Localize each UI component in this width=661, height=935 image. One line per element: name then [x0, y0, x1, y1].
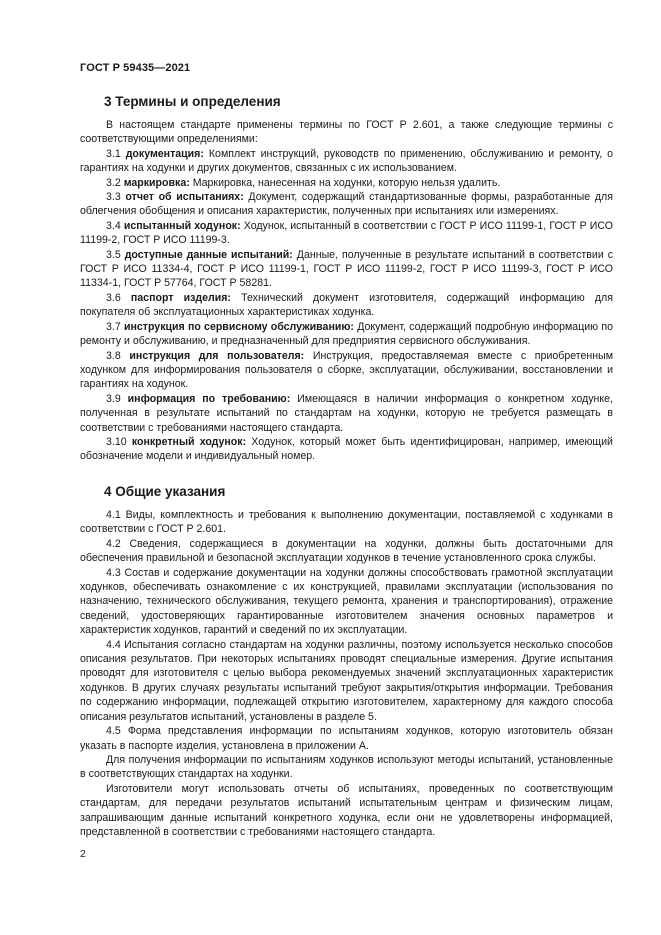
page-number: 2: [80, 848, 86, 860]
term-definition: [80, 147, 613, 176]
term-name: конкретный ходунок:: [131, 435, 247, 448]
term-number: 3.8: [106, 349, 121, 362]
term-number: 3.6: [106, 291, 121, 304]
paragraph: Изготовители могут использовать отчеты об испытаниях, проведенных по соответствующим стандартам, для передачи результатов испытаний испытательным центрам и физическим лицам, запрашивающим данные испытаний конкретного ходунка, если они не удовлетворены информацией, представленной в соответствии с требованиями настоящего стандарта.: [80, 782, 613, 838]
term-definition: [80, 320, 613, 349]
term-definition: [80, 291, 613, 320]
term-name: маркировка:: [123, 176, 190, 189]
section-terms: [80, 94, 613, 464]
term-number: 3.9: [106, 392, 121, 405]
term-name: испытанный ходунок:: [123, 219, 241, 232]
term-number: 3.1: [106, 147, 121, 160]
term-text: Документ, содержащий стандартизованные формы, разработанные для облегчения обобщения и описания характеристик, полученных при испытаниях или измерениях.: [80, 191, 613, 218]
term-name: документация:: [125, 147, 204, 160]
term-text: Маркировка, нанесенная на ходунки, которую нельзя удалить.: [192, 176, 501, 189]
term-text: Данные, полученные в результате испытаний в соответствии с ГОСТ Р ИСО 11334-4, ГОСТ Р ИСО 11199-1, ГОСТ Р ИСО 11199-2, ГОСТ Р ИСО 11199-3, ГОСТ Р ИСО 11334-1, ГОСТ Р 57764, ГОСТ Р 58281.: [80, 248, 613, 290]
term-text: Комплект инструкций, руководств по применению, обслуживанию и ремонту, о гарантиях на ходунки и других документов, связанных с их использованием.: [80, 147, 613, 175]
term-number: 3.10: [106, 435, 127, 448]
section-general: [80, 484, 613, 839]
section-title: 3 Термины и определения: [104, 94, 281, 109]
term-definition: [80, 349, 613, 392]
section-title: 4 Общие указания: [104, 484, 226, 499]
paragraph: 4.2 Сведения, содержащиеся в документации на ходунки, должны быть достаточными для обеспечения правильной и безопасной эксплуатации ходунков в течение установленного срока службы.: [80, 537, 613, 565]
term-name: информация по требованию:: [127, 392, 291, 405]
terms-list: [80, 147, 613, 464]
term-text: Документ, содержащий подробную информацию по ремонту и обслуживанию, и предназначенный для предприятия сервисного обслуживания.: [80, 320, 613, 348]
term-number: 3.5: [106, 248, 121, 261]
term-name: доступные данные испытаний:: [124, 248, 293, 261]
term-definition: [80, 392, 613, 435]
standard-code-header: ГОСТ Р 59435—2021: [80, 62, 191, 74]
term-number: 3.4: [106, 219, 121, 232]
term-number: 3.3: [106, 191, 121, 204]
term-text: Технический документ изготовителя, содержащий информацию для покупателя об эксплуатационных характеристиках ходунка.: [80, 291, 613, 319]
term-definition: [80, 219, 613, 248]
paragraph: Для получения информации по испытаниям ходунков используют методы испытаний, установленные в соответствующих стандартах на ходунки.: [80, 753, 613, 781]
section-intro: В настоящем стандарте применены термины по ГОСТ Р 2.601, а также следующие термины с соответствующими определениями:: [80, 119, 613, 146]
term-text: Инструкция, предоставляемая вместе с приобретенным ходунком для информирования пользователя о сборке, эксплуатации, обслуживании, восстановлении и гарантиях на ходунок.: [80, 349, 613, 391]
term-name: паспорт изделия:: [130, 291, 231, 304]
term-text: Имеющаяся в наличии информация о конкретном ходунке, полученная в результате испытаний по стандартам на ходунки, которую не требуется размещать в соответствии с требованиями настоящего стандарта.: [80, 392, 613, 434]
term-definition: [80, 176, 613, 190]
term-name: инструкция по сервисному обслуживанию:: [123, 320, 354, 333]
term-text: Ходунок, который может быть идентифицирован, например, имеющий обозначение модели и индивидуальный номер.: [80, 435, 613, 463]
paragraph: 4.1 Виды, комплектность и требования к выполнению документации, поставляемой с ходунками в соответствии с ГОСТ Р 2.601.: [80, 509, 613, 536]
term-number: 3.2: [106, 176, 121, 189]
term-definition: [80, 248, 613, 291]
paragraph: 4.3 Состав и содержание документации на ходунки должны способствовать грамотной эксплуатации ходунков, обеспечивать ознакомление с их конструкцией, правилами эксплуатации (использования по назначению, технического обслуживания, текущего ремонта, хранения и транспортирования), отражение сведений, удостоверяющих гарантированные изготовителем значения основных параметров и характеристик ходунков, гарантий и сведений по их эксплуатации.: [80, 566, 613, 637]
paragraph-list: [80, 508, 613, 839]
term-number: 3.7: [106, 320, 121, 333]
term-name: отчет об испытаниях:: [125, 191, 244, 204]
term-definition: [80, 190, 613, 219]
term-name: инструкция для пользователя:: [129, 349, 305, 362]
term-definition: [80, 435, 613, 464]
paragraph: 4.4 Испытания согласно стандартам на ходунки различны, поэтому используется несколько способов описания результатов. При некоторых испытаниях проводят специальные измерения. Другие испытания проводят для изготовителя с целью выбора рекомендуемых значений эксплуатационных характеристик ходунков. В других случаях результаты испытаний требуют закрытия/открытия информации. Требования по содержанию информации, подлежащей открытию изготовителем, характерному для каждого способа описания результатов испытаний, установлены в разделе 5.: [80, 638, 613, 723]
paragraph: 4.5 Форма представления информации по испытаниям ходунков, которую изготовитель обязан указать в паспорте изделия, установлена в приложении А.: [80, 725, 613, 752]
term-text: Ходунок, испытанный в соответствии с ГОСТ Р ИСО 11199-1, ГОСТ Р ИСО 11199-2, ГОСТ Р ИСО 11199-3.: [80, 219, 613, 247]
